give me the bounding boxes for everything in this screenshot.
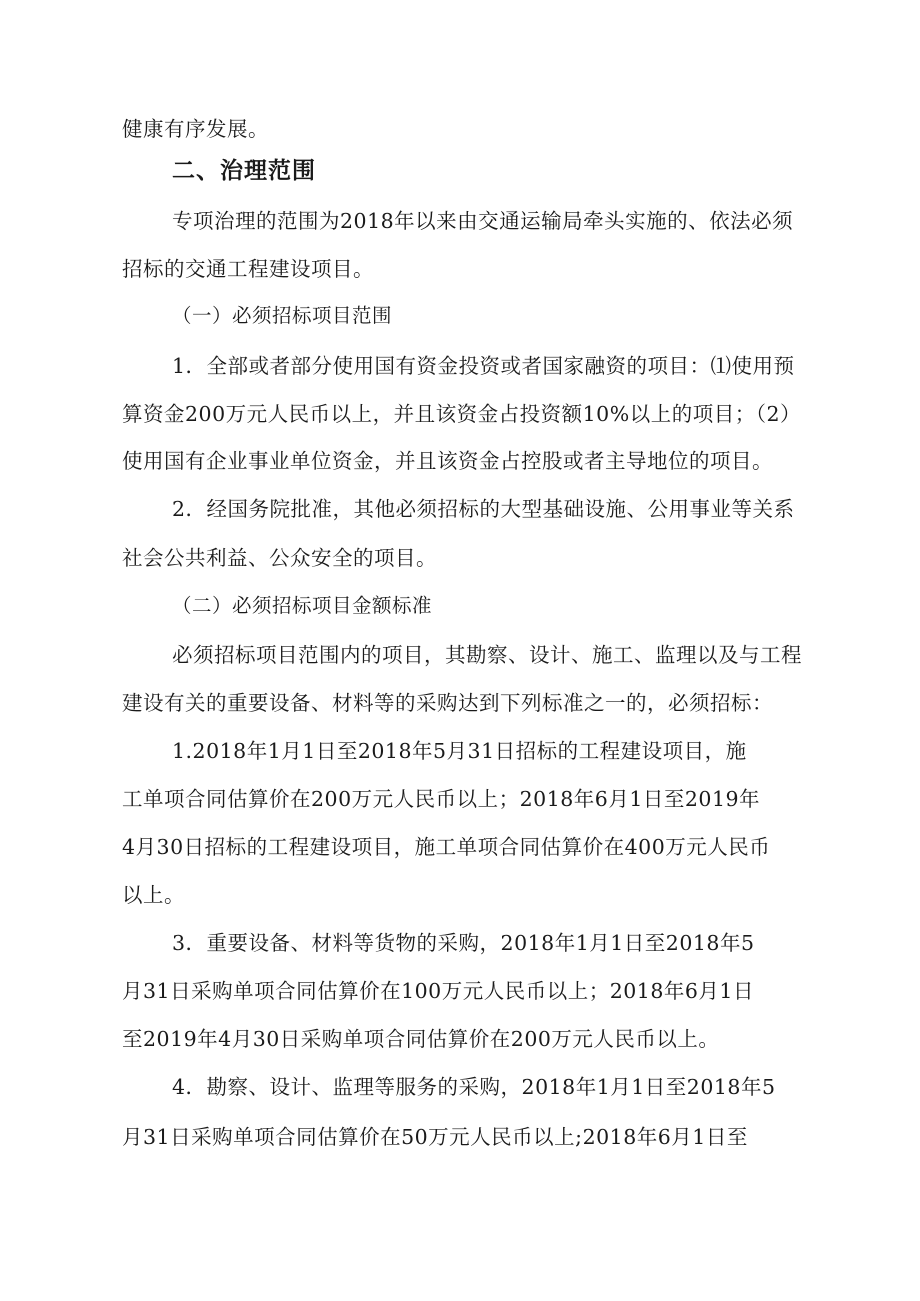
paragraph-line: 至2019年4月30日采购单项合同估算价在200万元人民币以上。 [122,1027,720,1051]
subsection-heading: （一）必须招标项目范围 [172,304,393,327]
paragraph-line: 建设有关的重要设备、材料等的采购达到下列标准之一的，必须招标： [122,691,773,715]
paragraph-line: 1．全部或者部分使用国有资金投资或者国家融资的项目：⑴使用预 [172,354,795,378]
paragraph-line: 1.2018年1月1日至2018年5月31日招标的工程建设项目，施 [172,739,747,763]
paragraph-line: 社会公共利益、公众安全的项目。 [122,546,437,570]
paragraph-line: 招标的交通工程建设项目。 [122,257,374,281]
paragraph-line: 月31日采购单项合同估算价在100万元人民币以上；2018年6月1日 [122,979,754,1003]
paragraph-line: 工单项合同估算价在200万元人民币以上；2018年6月1日至2019年 [122,787,761,811]
paragraph-line: 4月30日招标的工程建设项目，施工单项合同估算价在400万元人民币 [122,835,771,859]
paragraph-line: 必须招标项目范围内的项目，其勘察、设计、施工、监理以及与工程 [172,643,802,667]
paragraph-line: 算资金200万元人民币以上，并且该资金占投资额10%以上的项目；（2） [122,402,801,426]
paragraph-line: 使用国有企业事业单位资金，并且该资金占控股或者主导地位的项目。 [122,449,773,473]
paragraph-line: 月31日采购单项合同估算价在50万元人民币以上;2018年6月1日至 [122,1125,748,1149]
paragraph-line: 3．重要设备、材料等货物的采购，2018年1月1日至2018年5 [172,931,755,955]
paragraph-continuation: 健康有序发展。 [122,117,269,141]
paragraph-line: 2．经国务院批准，其他必须招标的大型基础设施、公用事业等关系 [172,497,795,521]
subsection-heading: （二）必须招标项目金额标准 [172,594,433,617]
paragraph-line: 以上。 [122,883,185,907]
paragraph-line: 4．勘察、设计、监理等服务的采购，2018年1月1日至2018年5 [172,1075,776,1099]
section-heading: 二、治理范围 [172,158,316,184]
paragraph-line: 专项治理的范围为2018年以来由交通运输局牵头实施的、依法必须 [172,209,794,233]
